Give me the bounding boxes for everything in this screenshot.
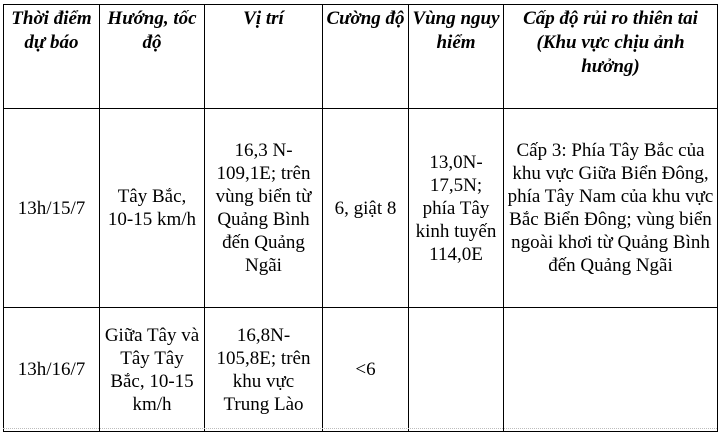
header-risk-level: Cấp độ rủi ro thiên tai (Khu vực chịu ảnh hưởng) [504,5,718,109]
cell-intensity: 6, giật 8 [323,109,409,308]
cell-danger-zone: 13,0N-17,5N; phía Tây kinh tuyến 114,0E [409,109,504,308]
forecast-table [3,4,718,432]
header-danger-zone: Vùng nguy hiểm [409,5,504,109]
cell-risk-level [504,308,718,432]
table-header-row [4,5,718,109]
cell-time: 13h/16/7 [4,308,100,432]
cell-danger-zone [409,308,504,432]
cell-direction: Tây Bắc, 10-15 km/h [100,109,205,308]
cell-risk-level: Cấp 3: Phía Tây Bắc của khu vực Giữa Biển Đông, phía Tây Nam của khu vực Bắc Biển Đông; vùng biển ngoài khơi từ Quảng Bình đến Quảng Ngãi [504,109,718,308]
header-forecast-time: Thời điểm dự báo [4,5,100,109]
cell-direction: Giữa Tây và Tây Tây Bắc, 10-15 km/h [100,308,205,432]
page-edge-divider [3,428,717,429]
cell-time: 13h/15/7 [4,109,100,308]
table-row [4,109,718,308]
cell-position: 16,3 N-109,1E; trên vùng biển từ Quảng Bình đến Quảng Ngãi [205,109,323,308]
header-position: Vị trí [205,5,323,109]
header-direction-speed: Hướng, tốc độ [100,5,205,109]
cell-intensity: <6 [323,308,409,432]
table-row [4,308,718,432]
header-intensity: Cường độ [323,5,409,109]
cell-position: 16,8N-105,8E; trên khu vực Trung Lào [205,308,323,432]
